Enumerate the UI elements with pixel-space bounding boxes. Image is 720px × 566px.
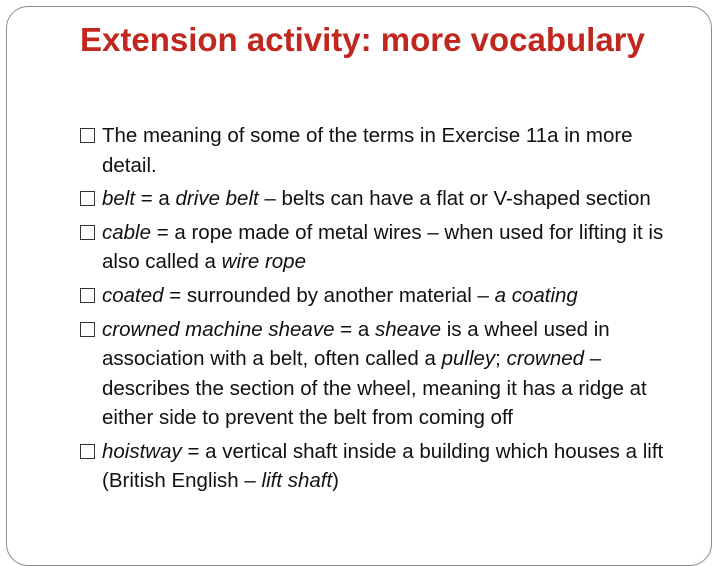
bullet-item <box>80 281 680 311</box>
bullet-term: hoistway <box>102 439 182 463</box>
bullet-item <box>80 437 680 496</box>
bullet-item <box>80 218 680 277</box>
bullet-text: = a <box>135 187 176 211</box>
checkbox-bullet-icon <box>80 322 95 337</box>
bullet-term: coated <box>102 284 164 308</box>
bullet-term: crowned machine sheave <box>102 317 335 341</box>
checkbox-bullet-icon <box>80 444 95 459</box>
checkbox-bullet-icon <box>80 225 95 240</box>
bullet-term: sheave <box>374 317 442 341</box>
bullet-text: = a vertical shaft inside a building which houses a lift (British English – <box>102 439 664 493</box>
checkbox-bullet-icon <box>80 191 95 206</box>
bullet-item <box>80 184 680 214</box>
bullet-text: is a wheel used in association with a belt, often called a <box>102 317 610 371</box>
bullet-text: ; <box>495 347 507 371</box>
bullet-text: – describes the section of the wheel, meaning it has a ridge at either side to prevent the belt from coming off <box>102 347 647 430</box>
bullet-text: = a <box>334 317 375 341</box>
bullet-term: pulley <box>441 347 496 371</box>
bullet-term: crowned <box>506 347 585 371</box>
checkbox-bullet-icon <box>80 288 95 303</box>
bullet-list <box>80 121 680 500</box>
bullet-term: lift shaft <box>261 469 333 493</box>
bullet-text: The meaning of some of the terms in Exercise 11a in more detail. <box>102 124 633 177</box>
bullet-text: = surrounded by another material – <box>163 284 495 308</box>
bullet-text: ) <box>332 469 339 493</box>
bullet-term: cable <box>102 220 152 244</box>
bullet-text: = a rope made of metal wires – when used for lifting it is also called a <box>102 220 664 274</box>
bullet-term: wire rope <box>221 250 306 274</box>
bullet-item <box>80 121 680 180</box>
bullet-term: belt <box>102 187 136 211</box>
bullet-item <box>80 315 680 433</box>
bullet-term: a coating <box>494 284 578 308</box>
checkbox-bullet-icon <box>80 128 95 143</box>
bullet-text: – belts can have a flat or V-shaped section <box>258 187 651 211</box>
bullet-term: drive belt <box>175 187 259 211</box>
slide-title: Extension activity: more vocabulary <box>80 21 645 58</box>
